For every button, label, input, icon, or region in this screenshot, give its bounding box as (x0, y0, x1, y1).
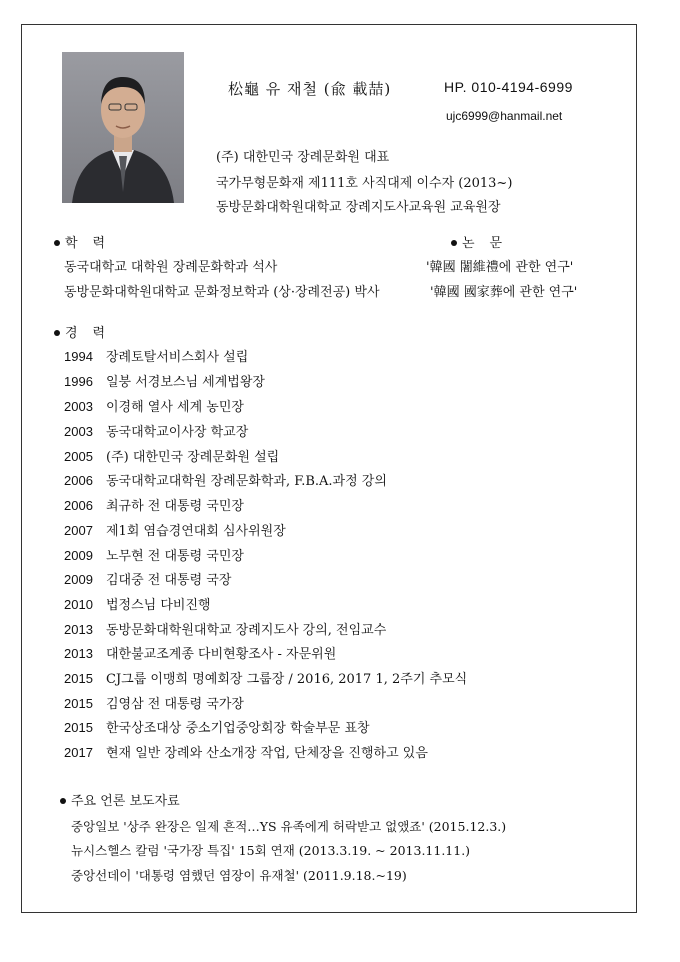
education-heading: 학 력 (54, 232, 106, 251)
career-row (64, 421, 248, 440)
career-row (64, 569, 231, 588)
career-row (64, 619, 386, 638)
career-year: 2015 (64, 720, 93, 735)
press-item: 뉴시스헬스 칼럼 '국가장 특집' 15회 연재 (2013.3.19. ~ 2013.11.11.) (71, 843, 471, 858)
career-year: 2009 (64, 572, 93, 587)
career-text: 대한불교조계종 다비현황조사 - 자문위원 (106, 647, 337, 662)
career-row (64, 446, 279, 465)
career-text: (주) 대한민국 장례문화원 설립 (106, 450, 280, 465)
paper-item: '韓國 闍維禮에 관한 연구' (426, 260, 574, 275)
career-year: 2006 (64, 473, 93, 488)
career-row (64, 668, 467, 687)
career-text: 최규하 전 대통령 국민장 (106, 499, 244, 514)
career-year: 2013 (64, 622, 93, 637)
career-year: 1996 (64, 374, 93, 389)
position-line: 동방문화대학원대학교 장례지도사교육원 교육원장 (216, 200, 501, 215)
career-year: 2015 (64, 671, 93, 686)
career-text: 김대중 전 대통령 국장 (106, 573, 232, 588)
career-year: 2003 (64, 399, 93, 414)
career-row (64, 742, 428, 761)
career-year: 2017 (64, 745, 93, 760)
career-text: 동방문화대학원대학교 장례지도사 강의, 전임교수 (106, 623, 387, 638)
career-row (64, 371, 265, 390)
bullet-icon (60, 798, 66, 804)
career-text: 한국상조대상 중소기업중앙회장 학술부문 표창 (106, 721, 370, 736)
profile-name: 松龜 유 재철 (兪 載喆) (228, 80, 392, 98)
career-year: 2009 (64, 548, 93, 563)
career-text: 동국대학교이사장 학교장 (106, 425, 249, 440)
education-item: 동국대학교 대학원 장례문화학과 석사 (64, 260, 278, 275)
position-line: 국가무형문화재 제111호 사직대제 이수자 (2013~) (216, 176, 513, 191)
press-item: 중앙일보 '상주 완장은 일제 흔적…YS 유족에게 허락받고 없앴죠' (2015.12.3.) (71, 819, 507, 834)
career-row (64, 594, 211, 613)
career-year: 2006 (64, 498, 93, 513)
career-text: 현재 일반 장례와 산소개장 작업, 단체장을 진행하고 있음 (106, 746, 428, 761)
career-text: 노무현 전 대통령 국민장 (106, 549, 244, 564)
career-year: 1994 (64, 349, 93, 364)
career-row (64, 545, 244, 564)
papers-heading: 논 문 (451, 232, 503, 251)
career-text: 제1회 염습경연대회 심사위원장 (106, 524, 286, 539)
career-row (64, 693, 244, 712)
career-row (64, 470, 387, 489)
career-row (64, 396, 244, 415)
career-row (64, 520, 286, 539)
career-text: CJ그룹 이맹희 명예회장 그룹장 / 2016, 2017 1, 2주기 추모식 (106, 672, 468, 687)
bullet-icon (54, 330, 60, 336)
portrait-image (62, 52, 184, 203)
career-year: 2013 (64, 646, 93, 661)
profile-photo (62, 52, 184, 203)
career-text: 김영삼 전 대통령 국가장 (106, 697, 244, 712)
bullet-icon (451, 240, 457, 246)
career-year: 2003 (64, 424, 93, 439)
career-text: 법정스님 다비진행 (106, 598, 211, 613)
career-text: 이경해 열사 세계 농민장 (106, 400, 244, 415)
career-heading: 경 력 (54, 322, 106, 341)
career-row (64, 717, 370, 736)
career-year: 2005 (64, 449, 93, 464)
career-year: 2015 (64, 696, 93, 711)
press-heading: 주요 언론 보도자료 (60, 790, 180, 809)
education-item: 동방문화대학원대학교 문화정보학과 (상·장례전공) 박사 (64, 285, 380, 300)
career-year: 2007 (64, 523, 93, 538)
bullet-icon (54, 240, 60, 246)
career-text: 일붕 서경보스님 세계법왕장 (106, 375, 265, 390)
position-line: (주) 대한민국 장례문화원 대표 (216, 150, 390, 165)
career-row (64, 495, 244, 514)
career-row (64, 346, 248, 365)
press-item: 중앙선데이 '대통령 염했던 염장이 유재철' (2011.9.18.~19) (71, 868, 407, 883)
profile-phone: HP. 010-4194-6999 (444, 79, 573, 95)
career-year: 2010 (64, 597, 93, 612)
career-row (64, 643, 336, 662)
profile-email: ujc6999@hanmail.net (446, 109, 563, 123)
career-text: 장례토탈서비스회사 설립 (106, 350, 249, 365)
paper-item: '韓國 國家葬에 관한 연구' (430, 285, 578, 300)
career-text: 동국대학교대학원 장례문화학과, F.B.A.과정 강의 (106, 474, 387, 489)
